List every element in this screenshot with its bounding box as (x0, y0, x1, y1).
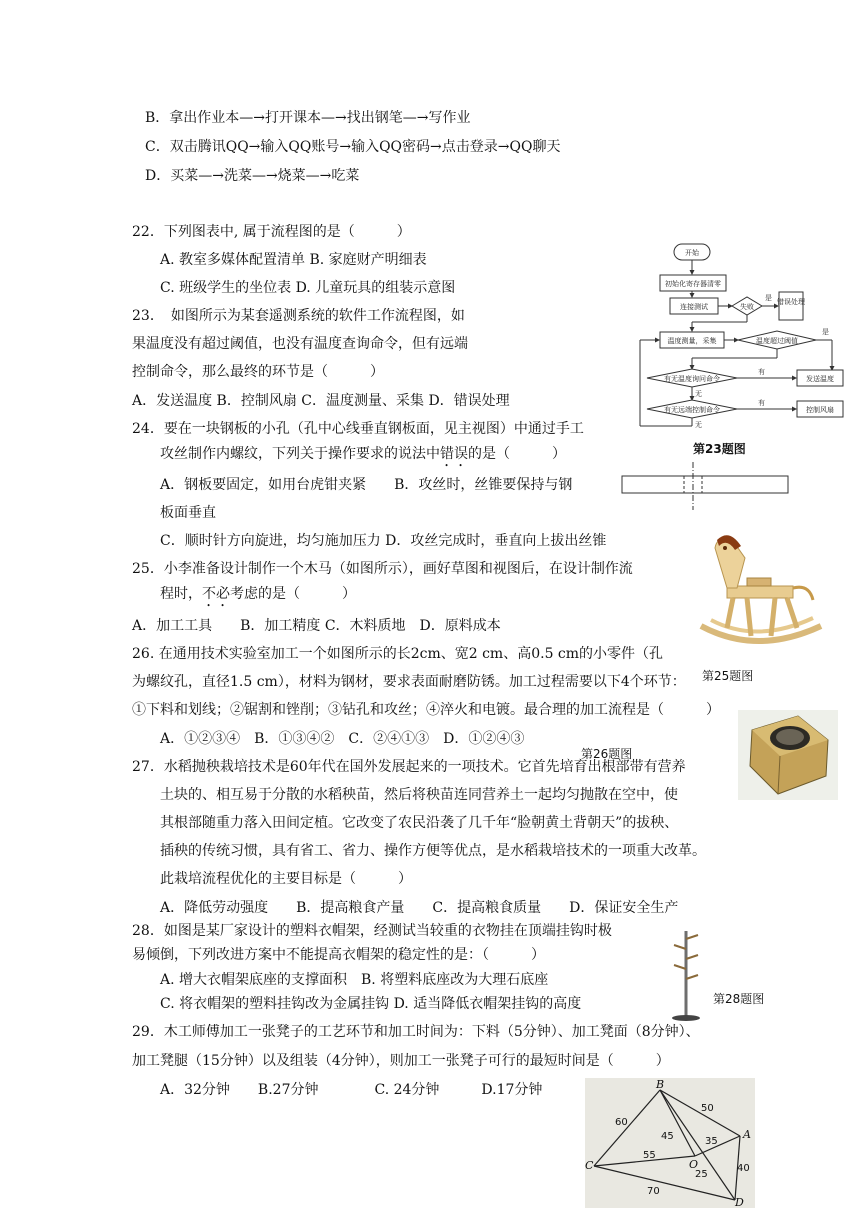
q24-emphasis: 错误 (440, 446, 468, 462)
flow-init-label: 初始化寄存器清零 (665, 280, 721, 288)
question-27-line1: 27．水稻抛秧栽培技术是60年代在国外发展起来的一项技术。它首先培育出根部带有营养 (132, 759, 686, 775)
rocking-horse-figure (697, 528, 827, 658)
question-29-line2: 加工凳腿（15分钟）以及组装（4分钟），则加工一张凳子可行的最短时间是（ ） (132, 1053, 670, 1069)
q24-text-c: 的是（ ） (468, 446, 566, 462)
options-24-b-cont: 板面垂直 (160, 505, 216, 521)
option-21-c: C．双击腾讯QQ→输入QQ账号→输入QQ密码→点击登录→QQ聊天 (145, 139, 561, 155)
question-29-line1: 29．木工师傅加工一张凳子的工艺环节和加工时间为：下料（5分钟）、加工凳面（8分钟）、 (132, 1024, 700, 1040)
q25-emphasis: 不必 (202, 586, 230, 602)
question-27-line2: 土块的、相互易于分散的水稻秧苗，然后将秧苗连同营养土一起均匀抛散在空中，使 (160, 787, 678, 803)
node-o: O (689, 1158, 699, 1171)
flow-error-node (779, 292, 803, 320)
options-25: A．加工工具 B．加工精度 C．木料质地 D．原料成本 (132, 618, 501, 634)
question-27-line3: 其根部随重力落入田间定植。它改变了农民沿袭了几千年“脸朝黄土背朝天”的拔秧、 (160, 815, 679, 831)
option-21-d: D．买菜—→洗菜—→烧菜—→吃菜 (145, 168, 360, 184)
flow-link-label: 连接测试 (680, 303, 708, 311)
steel-plate-figure (618, 462, 793, 532)
node-b: B (656, 1078, 665, 1091)
weight-ad: 40 (737, 1163, 750, 1174)
question-23-line1: 23． 如图所示为某套遥测系统的软件工作流程图，如 (132, 308, 465, 324)
question-28-line1: 28．如图是某厂家设计的塑料衣帽架，经测试当较重的衣物挂在顶端挂钩时极 (132, 923, 612, 939)
flow-has-label-1: 有 (758, 368, 765, 376)
caption-fig23: 第23题图 (693, 442, 746, 456)
flow-has-label-2: 有 (758, 399, 765, 407)
options-27: A．降低劳动强度 B．提高粮食产量 C．提高粮食质量 D．保证安全生产 (160, 900, 679, 916)
weight-co: 55 (643, 1150, 656, 1161)
weight-oa: 35 (705, 1136, 718, 1147)
question-24-line2 (160, 444, 566, 470)
question-26-line3: ①下料和划线；②锯割和锉削；③钻孔和攻丝；④淬火和电镀。最合理的加工流程是（ ） (132, 702, 720, 718)
weight-bc: 60 (615, 1117, 628, 1128)
q24-text-a: 攻丝制作内螺纹，下列关于操作要求的说法中 (160, 446, 440, 462)
weight-bo: 45 (661, 1131, 674, 1142)
options-22-cd: C. 班级学生的坐位表 D. 儿童玩具的组装示意图 (160, 280, 456, 296)
caption-fig26: 第26题图 (581, 747, 633, 761)
q25-text-a: 程时， (160, 586, 202, 602)
question-28-line2: 易倾倒，下列改进方案中不能提高衣帽架的稳定性的是：（ ） (132, 947, 545, 963)
weight-cd: 70 (647, 1186, 660, 1197)
question-23-line2: 果温度没有超过阈值，也没有温度查询命令，但有远端 (132, 336, 468, 352)
coat-rack-figure (662, 927, 710, 1023)
weight-ba: 50 (701, 1103, 714, 1114)
caption-fig28: 第28题图 (713, 992, 765, 1006)
flow-send-label: 发送温度 (806, 375, 834, 383)
square-nut-figure (738, 710, 838, 800)
options-26: A．①②③④ B．①③④② C．②④①③ D．①②④③ (160, 731, 525, 747)
node-d: D (735, 1196, 744, 1208)
flow-threshold-label: 温度超过阈值 (756, 337, 798, 345)
q25-text-c: 考虑的是（ ） (230, 586, 356, 602)
question-23-line3: 控制命令，那么最终的环节是（ ） (132, 364, 384, 380)
flow-fan-label: 控制风扇 (806, 406, 834, 414)
flowchart-figure (632, 240, 847, 430)
options-29: A．32分钟 B.27分钟 C. 24分钟 D.17分钟 (160, 1082, 543, 1098)
flow-none-label-1: 无 (695, 390, 702, 398)
flow-error-label: 错误处理 (777, 298, 805, 306)
flow-fail-label: 失败 (740, 303, 754, 311)
options-23: A．发送温度 B．控制风扇 C．温度测量、采集 D．错误处理 (132, 393, 510, 409)
flow-none-label-2: 无 (695, 421, 702, 429)
question-25-line1: 25．小李准备设计制作一个木马（如图所示），画好草图和视图后，在设计制作流 (132, 561, 633, 577)
options-24-cd: C．顺时针方向旋进，均匀施加压力 D．攻丝完成时，垂直向上拔出丝锥 (160, 533, 607, 549)
graph-figure (585, 1078, 755, 1208)
flow-remote-label: 有无远端控制命令 (664, 406, 720, 414)
question-25-line2 (160, 584, 356, 610)
question-22: 22．下列图表中, 属于流程图的是（ ） (132, 224, 411, 240)
flow-yes-label-2: 是 (822, 328, 829, 336)
question-26-line1: 26. 在通用技术实验室加工一个如图所示的长2cm、宽2 cm、高0.5 cm的小零件（孔 (132, 646, 664, 662)
question-26-line2: 为螺纹孔，直径1.5 cm），材料为钢材，要求表面耐磨防锈。加工过程需要以下4个环节： (132, 674, 686, 690)
flow-query-label: 有无温度询问命令 (664, 375, 720, 383)
option-21-b: B．拿出作业本—→打开课本—→找出钢笔—→写作业 (145, 110, 471, 126)
question-27-line4: 插秧的传统习惯，具有省工、省力、操作方便等优点，是水稻栽培技术的一项重大改革。 (160, 843, 706, 859)
options-22-ab: A. 教室多媒体配置清单 B. 家庭财产明细表 (160, 252, 427, 268)
question-27-line5: 此栽培流程优化的主要目标是（ ） (160, 871, 412, 887)
weight-od: 25 (695, 1169, 708, 1180)
question-24-line1: 24．要在一块钢板的小孔（孔中心线垂直钢板面，见主视图）中通过手工 (132, 421, 584, 437)
caption-fig25: 第25题图 (702, 669, 754, 683)
flow-start-label: 开始 (685, 249, 699, 257)
node-c: C (585, 1159, 594, 1172)
options-28-ab: A. 增大衣帽架底座的支撑面积 B. 将塑料底座改为大理石底座 (160, 972, 549, 988)
options-24-ab: A．钢板要固定，如用台虎钳夹紧 B．攻丝时，丝锥要保持与钢 (160, 477, 573, 493)
options-28-cd: C. 将衣帽架的塑料挂钩改为金属挂钩 D. 适当降低衣帽架挂钩的高度 (160, 996, 582, 1012)
flow-measure-label: 温度测量，采集 (667, 337, 717, 345)
flow-yes-label-1: 是 (765, 294, 772, 302)
plate-outline (622, 476, 788, 493)
node-a: A (743, 1128, 751, 1141)
